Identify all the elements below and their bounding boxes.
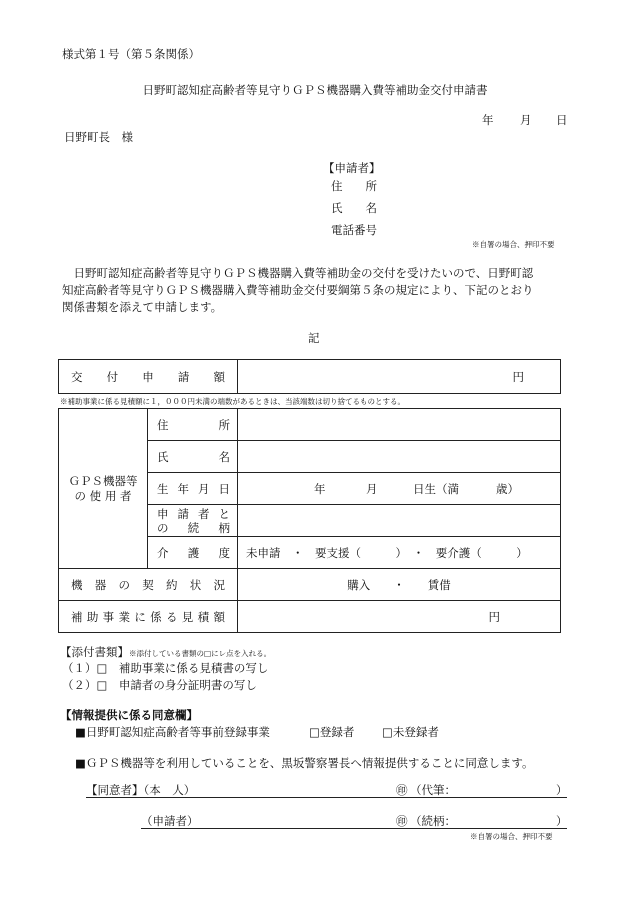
birth-age: 歳） [496,482,519,496]
user-birth-label: 生 年 月 日 [148,473,238,505]
attachments-title: 【添付書類】 [60,645,129,659]
form-title: 日野町認知症高齢者等見守りＧＰＳ機器購入費等補助金交付申請書 [142,83,488,97]
unregistered-checkbox[interactable]: □未登録者 [382,725,439,739]
user-name-label: 氏 名 [148,441,238,473]
addressee: 日野町長 様 [64,130,133,144]
application-amount-unit: 円 [512,369,524,384]
body-line-3: 関係書類を添えて申請します。 [62,300,223,314]
attachment-item-1[interactable]: （１）□ 補助事業に係る見積書の写し [62,661,269,675]
estimate-unit: 円 [488,609,500,624]
consenter-label: 【同意者】（本 人） [86,783,196,797]
birth-year: 年 [314,482,326,496]
date-month: 月 [520,113,532,127]
attachment-item-2[interactable]: （２）□ 申請者の身分証明書の写し [62,678,257,692]
applicant-underline [141,828,567,829]
user-address-label: 住 所 [148,409,238,441]
gps-user-label [59,409,148,569]
rounding-note: ※補助事業に係る見積額に１，０００円未満の端数があるときは、当該端数は切り捨てるものとする。 [60,397,405,406]
gps-user-table [58,408,561,633]
applicant-consent-label: （申請者） [141,814,199,828]
attachments-note: ※添付している書類の□にレ点を入れる。 [129,649,272,658]
ki-heading: 記 [308,331,320,345]
consent-heading: 【情報提供に係る同意欄】 [60,708,198,722]
birth-day: 日生（満 [413,482,459,496]
user-care-value[interactable]: 未申請 ・ 要支援（ ） ・ 要介護（ ） [238,537,561,569]
consenter-underline [86,797,567,798]
birth-month: 月 [366,482,378,496]
contract-label: 機 器 の 契 約 状 況 [59,569,238,601]
estimate-label: 補 助 事 業 に 係 る 見 積 額 [59,601,238,633]
contract-value[interactable]: 購入 ・ 賃借 [238,569,561,601]
body-line-1: 日野町認知症高齢者等見守りＧＰＳ機器購入費等補助金の交付を受けたいので、日野町認 [62,266,534,280]
gps-user-label-line2: の 使 用 者 [74,488,132,503]
attachments-heading [60,644,271,660]
user-relation-value[interactable] [238,505,561,537]
applicant-name-label: 氏 名 [331,201,377,215]
gps-user-label-line1: ＧＰＳ機器等 [68,473,138,488]
consent-seal-note: ※自署の場合、押印不要 [470,832,553,841]
application-amount-value[interactable] [238,360,561,394]
registered-checkbox[interactable]: □登録者 [309,725,355,739]
relation-close: ） [556,814,568,828]
applicant-seal: ㊞ [396,814,408,828]
application-amount-table [58,359,561,394]
applicant-seal-note: ※自署の場合、押印不要 [472,240,555,249]
relation-label: （続柄： [410,814,456,828]
application-amount-label: 交 付 申 請 額 [71,369,225,384]
applicant-heading: 【申請者】 [323,161,381,175]
user-address-value[interactable] [238,409,561,441]
user-name-value[interactable] [238,441,561,473]
estimate-value[interactable] [238,601,561,633]
form-number: 様式第１号（第５条関係） [62,47,200,61]
body-line-2: 知症高齢者等見守りＧＰＳ機器購入費等補助金交付要綱第５条の規定により、下記のとおり [62,283,534,297]
proxy-close: ） [556,783,568,797]
application-amount-label-cell [59,360,238,394]
date-day: 日 [556,113,568,127]
user-care-label: 介 護 度 [148,537,238,569]
user-relation-label: 申 請 者 と の 続 柄 [148,505,238,537]
consenter-seal: ㊞ [396,783,408,797]
date-year: 年 [482,113,494,127]
applicant-address-label: 住 所 [331,179,377,193]
user-birth-value[interactable] [238,473,561,505]
gps-consent-statement: ■ＧＰＳ機器等を利用していることを、黒坂警察署長へ情報提供することに同意します。 [75,756,534,770]
proxy-label: （代筆： [410,783,456,797]
applicant-phone-label: 電話番号 [331,223,377,237]
registration-line: ■日野町認知症高齢者等事前登録事業 [75,725,270,739]
